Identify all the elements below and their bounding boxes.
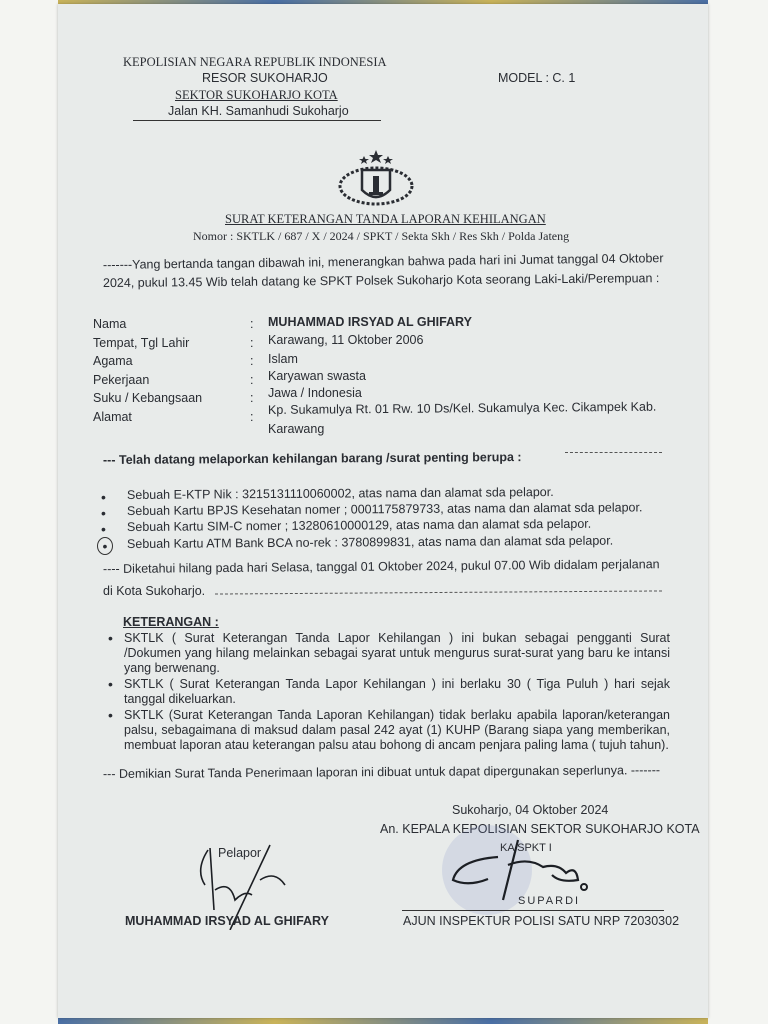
lost-item: Sebuah E-KTP Nik : 3215131110060002, atas nama dan alamat sda pelapor. — [126, 485, 554, 502]
keterangan-item-text: SKTLK ( Surat Keterangan Tanda Lapor Kehilangan ) ini berlaku 30 ( Tiga Puluh ) hari sejak tanggal dikeluarkan. — [124, 677, 670, 706]
label-nama: Nama — [93, 317, 127, 331]
model-code: MODEL : C. 1 — [498, 71, 576, 85]
value-tempat-tgl-lahir: Karawang, 11 Oktober 2006 — [268, 333, 424, 347]
label-pekerjaan: Pekerjaan — [93, 373, 150, 387]
officer-position: KA SPKT I — [500, 842, 552, 854]
header-address: Jalan KH. Samanhudi Sukoharjo — [168, 104, 349, 118]
officer-rank-nrp: AJUN INSPEKTUR POLISI SATU NRP 72030302 — [403, 914, 680, 928]
colon: : — [250, 317, 254, 331]
bullet-icon: • — [101, 521, 106, 537]
circled-bullet-icon: • — [97, 537, 113, 555]
keterangan-heading: KETERANGAN : — [123, 615, 219, 629]
reporter-name: MUHAMMAD IRSYAD AL GHIFARY — [125, 914, 329, 928]
closing-statement: --- Demikian Surat Tanda Penerimaan laporan ini dibuat untuk dapat dipergunakan seperlunya. ------- — [102, 763, 661, 781]
reporter-label: Pelapor — [218, 846, 262, 860]
header-institution: KEPOLISIAN NEGARA REPUBLIK INDONESIA — [123, 55, 387, 69]
bullet-icon: • — [108, 676, 113, 692]
on-behalf-of: An. KEPALA KEPOLISIAN SEKTOR SUKOHARJO KOTA — [380, 822, 700, 836]
label-agama: Agama — [93, 354, 133, 368]
colon: : — [250, 336, 254, 350]
colon: : — [250, 373, 254, 387]
value-nama: MUHAMMAD IRSYAD AL GHIFARY — [268, 315, 472, 329]
keterangan-item-1 — [104, 631, 670, 676]
keterangan-item-text: SKTLK ( Surat Keterangan Tanda Lapor Kehilangan ) ini bukan sebagai pengganti Surat /Dokumen yang hilang melainkan sebagai syarat untuk mengurus surat-surat yang baru ke intansi yang berwenang. — [124, 631, 670, 675]
label-suku-kebangsaan: Suku / Kebangsaan — [93, 391, 203, 405]
header-resor: RESOR SUKOHARJO — [202, 71, 328, 85]
label-alamat: Alamat — [93, 410, 132, 424]
value-alamat: Kp. Sukamulya Rt. 01 Rw. 10 Ds/Kel. Sukamulya Kec. Cikampek Kab. — [267, 399, 657, 417]
lost-item: Sebuah Kartu SIM-C nomer ; 13280610000129, atas nama dan alamat sda pelapor. — [126, 516, 592, 534]
value-suku-kebangsaan: Jawa / Indonesia — [268, 386, 362, 400]
document-title: SURAT KETERANGAN TANDA LAPORAN KEHILANGAN — [225, 212, 546, 226]
header-divider — [133, 120, 381, 121]
bullet-icon: • — [101, 489, 106, 505]
intro-line-2: 2024, pukul 13.45 Wib telah datang ke SPKT Polsek Sukoharjo Kota seorang Laki-Laki/Perempuan : — [102, 271, 660, 290]
lost-item: Sebuah Kartu BPJS Kesehatan nomer ; 0001175879733, atas nama dan alamat sda pelapor. — [126, 500, 643, 518]
bullet-icon: • — [101, 505, 106, 521]
keterangan-item-2 — [104, 677, 670, 707]
keterangan-section — [104, 615, 670, 782]
value-alamat-line-2: Karawang — [268, 422, 325, 436]
signature-line — [402, 910, 664, 911]
bullet-icon: • — [108, 707, 113, 723]
dashed-line — [565, 452, 662, 453]
place-date: Sukoharjo, 04 Oktober 2024 — [452, 803, 609, 817]
colon: : — [250, 391, 254, 405]
keterangan-item-text: SKTLK (Surat Keterangan Tanda Laporan Kehilangan) tidak berlaku apabila laporan/keterangan palsu, sebagaimana di maksud dalam pasal 242 ayat (1) KUHP (Barang siapa yang memberikan, membuat laporan atau keterangan palsu atau bohong di ancam penjara paling lama ( tujuh tahun). — [124, 708, 670, 752]
lost-item: Sebuah Kartu ATM Bank BCA no-rek : 3780899831, atas nama dan alamat sda pelapor. — [126, 533, 614, 551]
colon: : — [250, 410, 254, 424]
header-sektor: SEKTOR SUKOHARJO KOTA — [175, 88, 338, 102]
lost-items-heading: --- Telah datang melaporkan kehilangan barang /surat penting berupa : — [102, 450, 522, 467]
bullet-icon: • — [108, 630, 113, 646]
keterangan-item-3 — [104, 708, 670, 753]
document-number: Nomor : SKTLK / 687 / X / 2024 / SPKT / Sekta Skh / Res Skh / Polda Jateng — [193, 229, 570, 243]
label-tempat-tgl-lahir: Tempat, Tgl Lahir — [93, 336, 190, 350]
police-emblem-icon — [336, 148, 416, 208]
value-pekerjaan: Karyawan swasta — [268, 369, 366, 383]
intro-line-1: -------Yang bertanda tangan dibawah ini, menerangkan bahwa pada hari ini Jumat tanggal 04 Oktober — [102, 251, 664, 272]
known-lost-line-1: ---- Diketahui hilang pada hari Selasa, tanggal 01 Oktober 2024, pukul 07.00 Wib didalam perjalanan — [102, 557, 660, 576]
known-lost-line-2: di Kota Sukoharjo. — [103, 584, 206, 598]
colon: : — [250, 354, 254, 368]
value-agama: Islam — [268, 352, 298, 366]
officer-name: SUPARDI — [518, 895, 581, 907]
